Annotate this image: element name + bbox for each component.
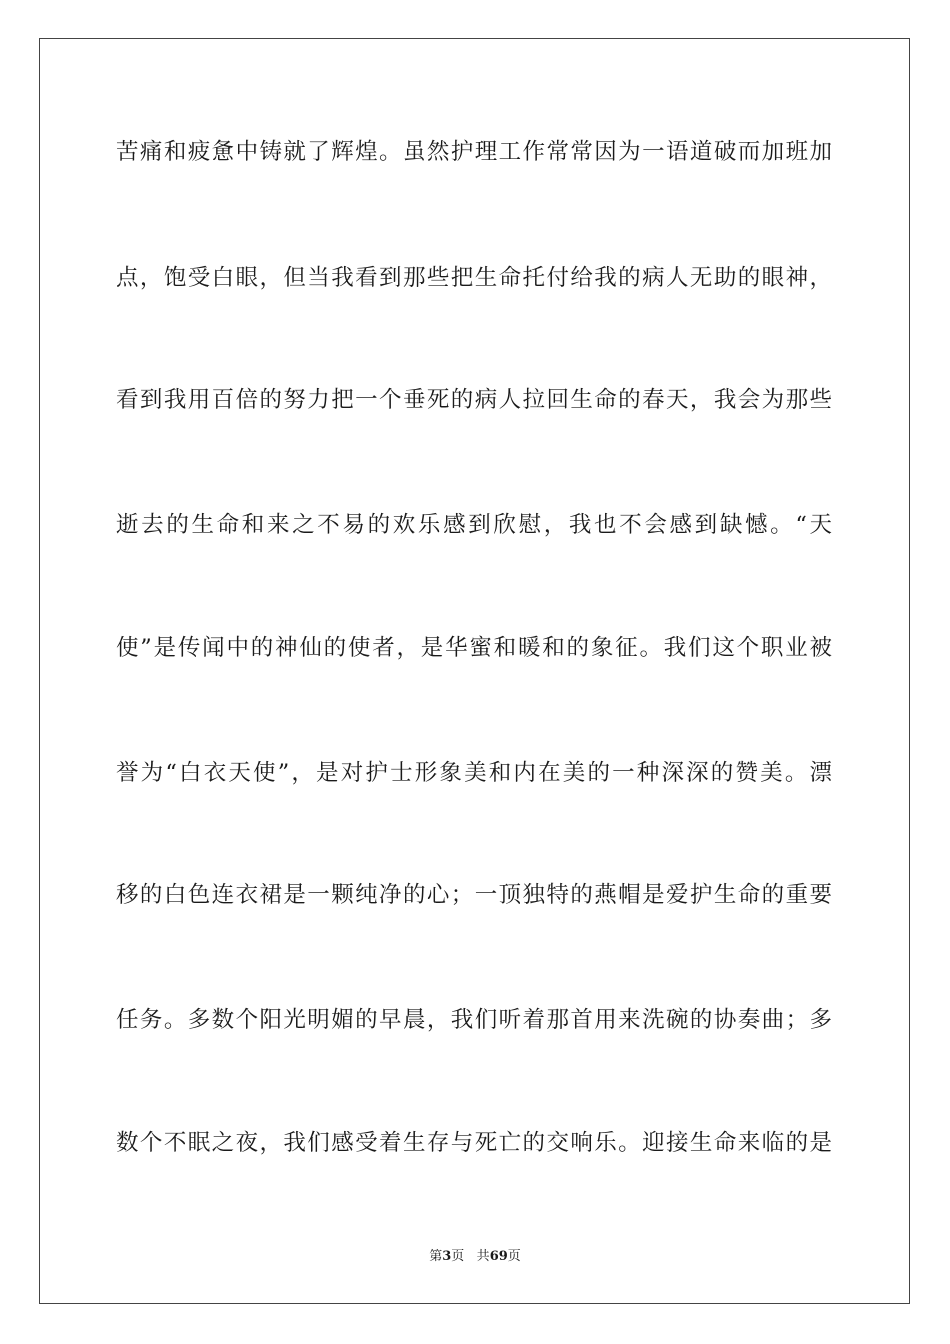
- text-line-5: 使”是传闻中的神仙的使者，是华蜜和暖和的象征。我们这个职业被: [116, 635, 832, 661]
- total-suffix: 页: [507, 1249, 521, 1264]
- text-line-3: 看到我用百倍的努力把一个垂死的病人拉回生命的春天，我会为那些: [116, 387, 832, 413]
- text-line-8: 任务。多数个阳光明媚的早晨，我们听着那首用来洗碗的协奏曲；多: [116, 1007, 832, 1033]
- text-line-4: 逝去的生命和来之不易的欢乐感到欣慰，我也不会感到缺憾。“天: [116, 512, 832, 538]
- text-line-2: 点，饱受白眼，但当我看到那些把生命托付给我的病人无助的眼神，: [116, 265, 832, 291]
- total-prefix: 共: [476, 1249, 490, 1264]
- page-footer: [0, 1248, 950, 1266]
- text-line-9: 数个不眠之夜，我们感受着生存与死亡的交响乐。迎接生命来临的是: [116, 1130, 832, 1156]
- page-number: 3: [442, 1249, 452, 1264]
- page-border: [39, 38, 910, 1304]
- page-prefix: 第: [429, 1249, 443, 1264]
- text-line-1: 苦痛和疲惫中铸就了辉煌。虽然护理工作常常因为一语道破而加班加: [116, 139, 832, 165]
- text-line-7: 移的白色连衣裙是一颗纯净的心；一顶独特的燕帽是爱护生命的重要: [116, 882, 832, 908]
- page-suffix: 页: [451, 1249, 465, 1264]
- total-pages: 69: [489, 1249, 508, 1264]
- text-line-6: 誉为“白衣天使”，是对护士形象美和内在美的一种深深的赞美。漂: [116, 760, 832, 786]
